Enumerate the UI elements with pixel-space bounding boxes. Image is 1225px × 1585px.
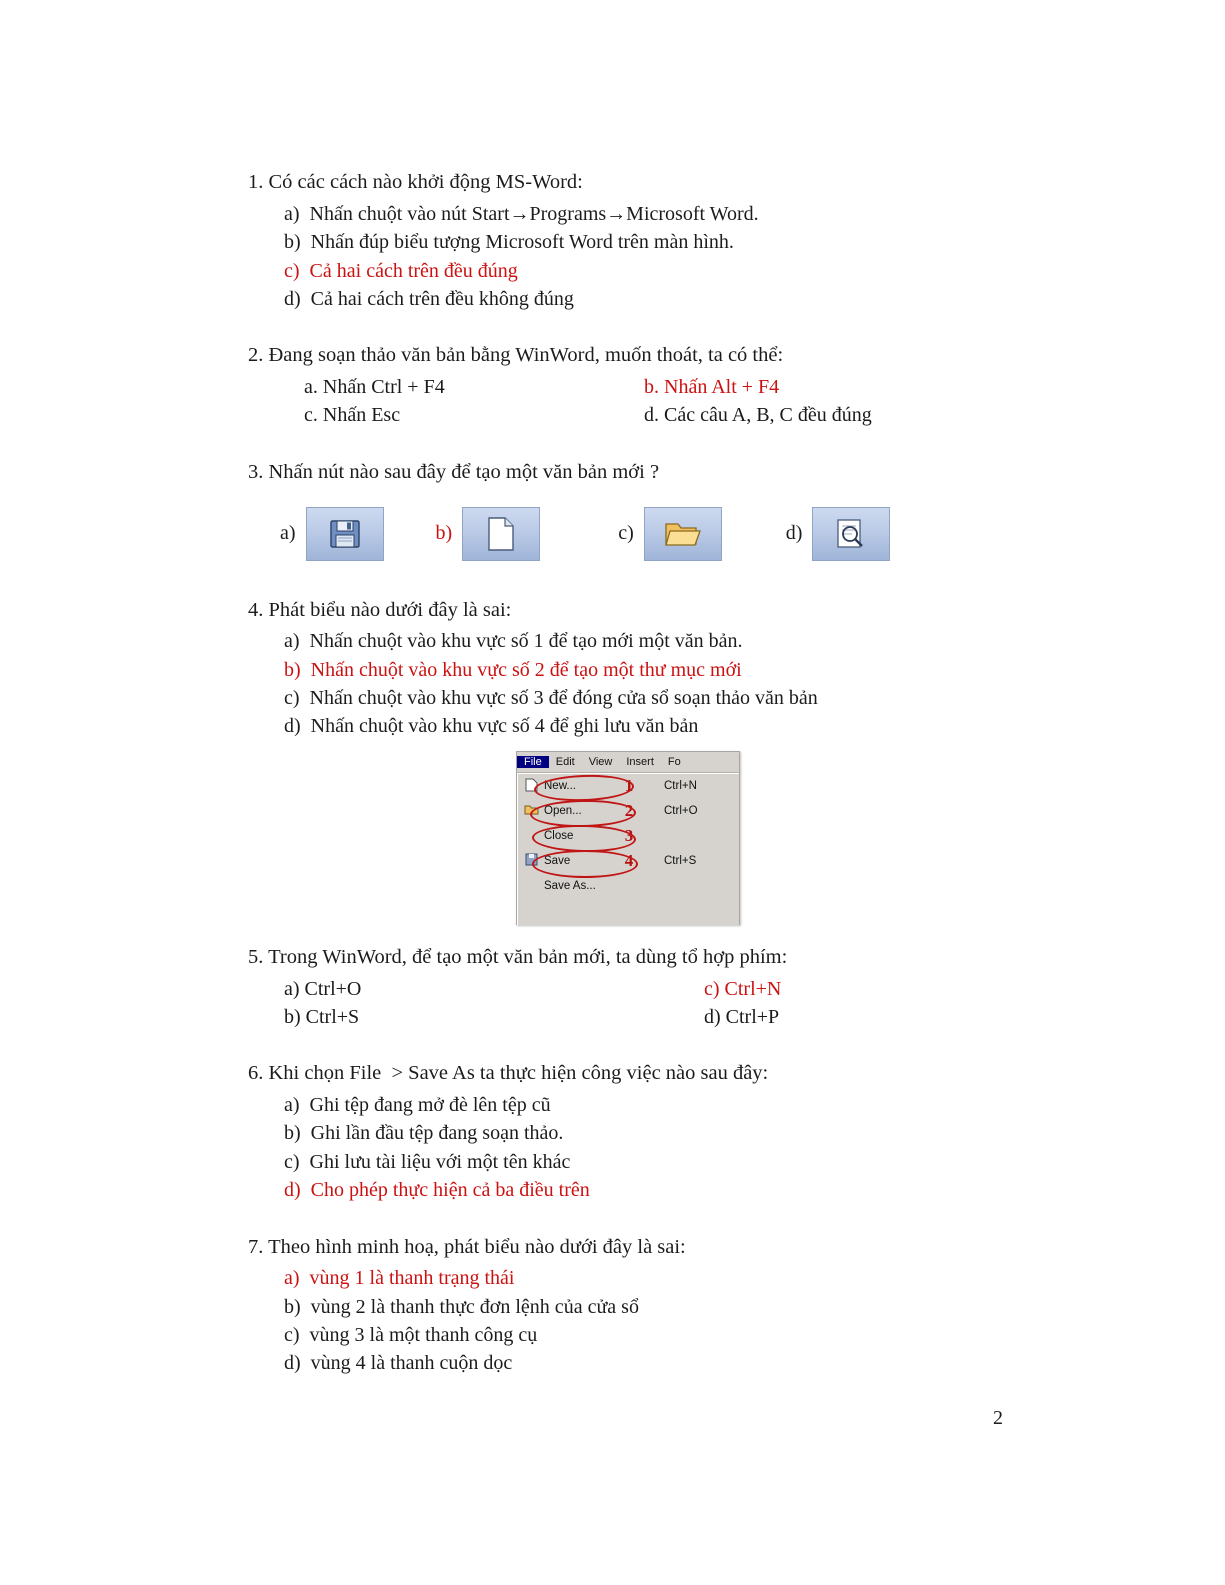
new-document-icon <box>518 778 544 795</box>
answer-option: c) Nhấn chuột vào khu vực số 3 để đóng cửa sổ soạn thảo văn bản <box>284 687 818 709</box>
answer-option: a) Ctrl+O <box>284 977 362 1000</box>
open-folder-icon[interactable] <box>644 507 722 561</box>
new-document-icon[interactable] <box>462 507 540 561</box>
answer-option-correct: d) Cho phép thực hiện cả ba điều trên <box>284 1179 590 1202</box>
answer-list <box>248 200 978 314</box>
question-stem: 5. Trong WinWord, để tạo một văn bản mới, ta dùng tổ hợp phím: <box>248 945 788 968</box>
page-number: 2 <box>993 1407 1003 1429</box>
menu-item-new[interactable] <box>518 774 739 799</box>
menu-bar-item-insert[interactable]: Insert <box>626 755 654 768</box>
print-preview-icon[interactable] <box>812 507 890 561</box>
question-stem: 7. Theo hình minh hoạ, phát biểu nào dưới đây là sai: <box>248 1235 686 1258</box>
annotation-number: 4 <box>624 851 634 871</box>
answer-option-correct: b) Nhấn chuột vào khu vực số 2 để tạo một thư mục mới <box>284 658 742 681</box>
answer-option: d) vùng 4 là thanh cuộn dọc <box>284 1352 513 1375</box>
answer-option: b) vùng 2 là thanh thực đơn lệnh của cửa sổ <box>284 1295 639 1318</box>
answer-option: b) Ctrl+S <box>284 1005 360 1028</box>
answer-label: c) <box>618 522 634 544</box>
question-5 <box>248 943 978 1032</box>
answer-row <box>248 401 978 429</box>
menu-bar-item-edit[interactable]: Edit <box>555 755 575 768</box>
question-6 <box>248 1059 978 1204</box>
menu-bar-item-view[interactable]: View <box>588 755 613 768</box>
print-preview-glyph <box>834 517 868 551</box>
menu-item-shortcut: Ctrl+N <box>664 780 697 793</box>
menu-item-label: Open... <box>544 805 582 818</box>
menu-item-label: Close <box>544 830 574 843</box>
file-menu-dropdown <box>517 773 739 925</box>
answer-option: c) vùng 3 là một thanh công cụ <box>284 1324 538 1347</box>
answer-option-correct: c) Cả hai cách trên đều đúng <box>284 259 518 282</box>
save-floppy-icon <box>518 853 544 869</box>
save-floppy-icon[interactable] <box>306 507 384 561</box>
question-stem: 3. Nhấn nút nào sau đây để tạo một văn bản mới ? <box>248 460 660 483</box>
file-menu-figure <box>516 751 740 925</box>
icon-answer-c <box>618 507 722 561</box>
menu-item-open[interactable] <box>518 799 739 824</box>
question-stem: 4. Phát biểu nào dưới đây là sai: <box>248 598 512 621</box>
icon-answer-a <box>280 507 384 561</box>
annotation-number: 1 <box>624 776 634 796</box>
menu-item-close[interactable] <box>518 824 739 849</box>
answer-list <box>248 373 978 430</box>
answer-row <box>248 1003 978 1031</box>
answer-option-correct: b. Nhấn Alt + F4 <box>644 376 780 398</box>
answer-option: a) Nhấn chuột vào khu vực số 1 để tạo mới một văn bản. <box>284 630 743 653</box>
question-1 <box>248 168 978 313</box>
answer-list <box>248 1264 978 1378</box>
open-folder-icon <box>518 804 544 819</box>
menu-item-save-as[interactable] <box>518 874 739 899</box>
menu-item-save[interactable] <box>518 849 739 874</box>
annotation-number: 3 <box>624 826 634 846</box>
question-2 <box>248 341 978 430</box>
answer-option: d. Các câu A, B, C đều đúng <box>644 404 872 427</box>
answer-option-correct: a) vùng 1 là thanh trạng thái <box>284 1267 515 1290</box>
annotation-number: 2 <box>624 801 634 821</box>
answer-option: d) Cả hai cách trên đều không đúng <box>284 287 574 310</box>
icon-answer-row <box>248 502 978 566</box>
question-3 <box>248 458 978 566</box>
open-folder-glyph <box>664 518 702 550</box>
answer-option: d) Ctrl+P <box>704 1005 780 1028</box>
question-stem: 1. Có các cách nào khởi động MS-Word: <box>248 171 583 193</box>
answer-label: a) <box>280 522 296 544</box>
menu-bar-item-file[interactable]: File <box>517 756 549 768</box>
icon-answer-d <box>786 507 891 561</box>
answer-list <box>248 627 978 741</box>
answer-option: b) Ghi lần đầu tệp đang soạn thảo. <box>284 1122 564 1145</box>
icon-answer-b <box>436 507 541 561</box>
question-stem: 2. Đang soạn thảo văn bản bằng WinWord, muốn thoát, ta có thể: <box>248 344 784 367</box>
save-floppy-glyph <box>328 517 362 551</box>
answer-option-correct: c) Ctrl+N <box>704 977 782 1000</box>
answer-option: d) Nhấn chuột vào khu vực số 4 để ghi lưu văn bản <box>284 715 699 738</box>
answer-option: a) Ghi tệp đang mở đè lên tệp cũ <box>284 1094 551 1116</box>
menu-bar <box>517 752 739 773</box>
answer-label-correct: b) <box>435 522 453 544</box>
answer-row <box>248 975 978 1003</box>
answer-option: c) Ghi lưu tài liệu với một tên khác <box>284 1150 571 1173</box>
answer-option: b) Nhấn đúp biểu tượng Microsoft Word trên màn hình. <box>284 231 734 254</box>
menu-item-shortcut: Ctrl+O <box>664 805 698 818</box>
question-7 <box>248 1233 978 1378</box>
answer-label: d) <box>785 522 803 544</box>
menu-bar-item-format[interactable]: Fo <box>667 755 681 768</box>
answer-option: a) Nhấn chuột vào nút Start→Programs→Microsoft Word. <box>284 202 759 225</box>
new-document-glyph <box>486 516 516 552</box>
answer-list <box>248 975 978 1032</box>
menu-item-shortcut: Ctrl+S <box>664 855 697 868</box>
answer-option: c. Nhấn Esc <box>304 404 401 427</box>
answer-list <box>248 1091 978 1205</box>
menu-item-label: New... <box>544 780 576 793</box>
document-content <box>248 168 978 1396</box>
menu-item-label: Save As... <box>544 880 596 893</box>
answer-row <box>248 373 978 401</box>
question-stem: 6. Khi chọn File > Save As ta thực hiện công việc nào sau đây: <box>248 1062 769 1085</box>
question-4 <box>248 596 978 925</box>
menu-item-label: Save <box>544 855 571 868</box>
answer-option: a. Nhấn Ctrl + F4 <box>304 376 445 398</box>
